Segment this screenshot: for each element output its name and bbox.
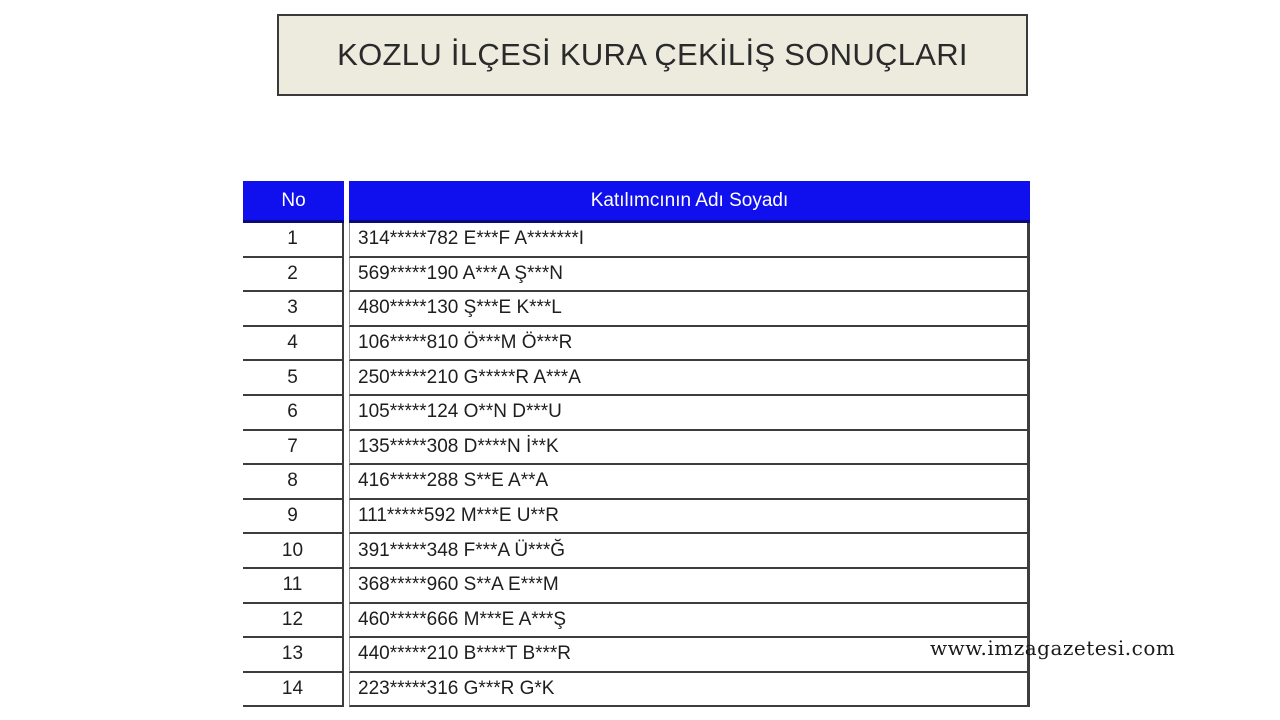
table-row bbox=[243, 258, 1030, 293]
row-number-cell: 1 bbox=[243, 223, 344, 258]
row-number-cell: 10 bbox=[243, 534, 344, 569]
participant-name-cell: 460*****666 M***E A***Ş bbox=[349, 604, 1030, 639]
table-row bbox=[243, 292, 1030, 327]
row-number-cell: 14 bbox=[243, 673, 344, 708]
row-number-cell: 3 bbox=[243, 292, 344, 327]
participant-name-cell: 223*****316 G***R G*K bbox=[349, 673, 1030, 708]
table-body bbox=[243, 223, 1030, 707]
participant-name-cell: 106*****810 Ö***M Ö***R bbox=[349, 327, 1030, 362]
row-number-cell: 4 bbox=[243, 327, 344, 362]
row-number-cell: 2 bbox=[243, 258, 344, 293]
table-row bbox=[243, 569, 1030, 604]
table-row bbox=[243, 500, 1030, 535]
row-number-cell: 11 bbox=[243, 569, 344, 604]
title-box bbox=[277, 14, 1028, 96]
participant-name-cell: 105*****124 O**N D***U bbox=[349, 396, 1030, 431]
table-row bbox=[243, 327, 1030, 362]
table-row bbox=[243, 431, 1030, 466]
row-number-cell: 13 bbox=[243, 638, 344, 673]
row-number-cell: 7 bbox=[243, 431, 344, 466]
column-header-name: Katılımcının Adı Soyadı bbox=[349, 181, 1030, 223]
participant-name-cell: 314*****782 E***F A*******I bbox=[349, 223, 1030, 258]
table-row bbox=[243, 465, 1030, 500]
column-header-no: No bbox=[243, 181, 344, 223]
table-row bbox=[243, 396, 1030, 431]
row-number-cell: 8 bbox=[243, 465, 344, 500]
row-number-cell: 9 bbox=[243, 500, 344, 535]
row-number-cell: 12 bbox=[243, 604, 344, 639]
participant-name-cell: 250*****210 G*****R A***A bbox=[349, 361, 1030, 396]
watermark-text: www.imzagazetesi.com bbox=[930, 636, 1176, 660]
table-row bbox=[243, 534, 1030, 569]
participant-name-cell: 440*****210 B****T B***R bbox=[349, 638, 1030, 673]
row-number-cell: 6 bbox=[243, 396, 344, 431]
table-row bbox=[243, 361, 1030, 396]
page-title: KOZLU İLÇESİ KURA ÇEKİLİŞ SONUÇLARI bbox=[337, 37, 968, 72]
participant-name-cell: 135*****308 D****N İ**K bbox=[349, 431, 1030, 466]
table-row bbox=[243, 223, 1030, 258]
participant-name-cell: 416*****288 S**E A**A bbox=[349, 465, 1030, 500]
participant-name-cell: 391*****348 F***A Ü***Ğ bbox=[349, 534, 1030, 569]
table-row bbox=[243, 673, 1030, 708]
participant-name-cell: 111*****592 M***E U**R bbox=[349, 500, 1030, 535]
table-header-row bbox=[243, 181, 1030, 223]
participant-name-cell: 368*****960 S**A E***M bbox=[349, 569, 1030, 604]
table-row bbox=[243, 604, 1030, 639]
results-table bbox=[243, 181, 1030, 707]
table-row bbox=[243, 638, 1030, 673]
participant-name-cell: 480*****130 Ş***E K***L bbox=[349, 292, 1030, 327]
participant-name-cell: 569*****190 A***A Ş***N bbox=[349, 258, 1030, 293]
row-number-cell: 5 bbox=[243, 361, 344, 396]
